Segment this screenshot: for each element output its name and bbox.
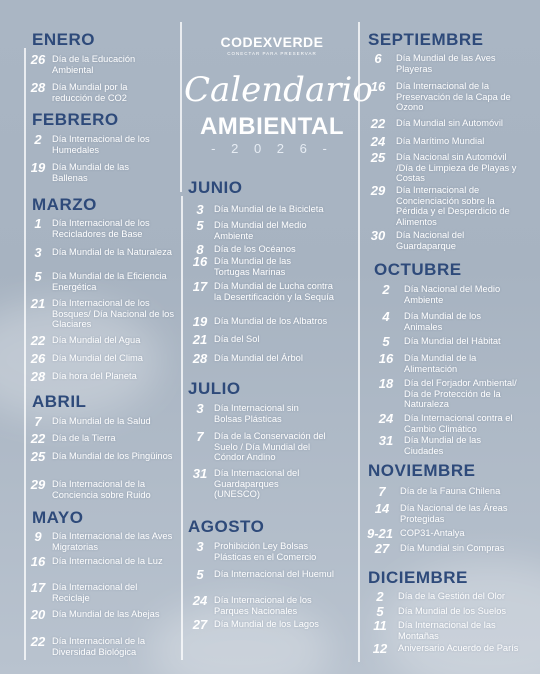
- event-day: 7: [196, 429, 204, 444]
- event-text: Día del Sol: [214, 334, 260, 344]
- event-text: Día Internacional de la Conciencia sobre Ruido: [52, 479, 151, 500]
- event-day: 25: [30, 449, 46, 464]
- month-noviembre: NOVIEMBRE: [368, 461, 476, 480]
- event-day: 22: [30, 333, 46, 348]
- event-day: 19: [30, 160, 46, 175]
- event-text: Día Mundial de las Tortugas Marinas: [214, 256, 291, 277]
- brand-name: CODEXVERDE: [220, 34, 324, 50]
- event-text: Día Internacional del Guardaparques (UNESCO): [214, 468, 300, 499]
- event-day: 16: [192, 254, 208, 269]
- event-day: 6: [374, 51, 382, 66]
- event-day: 5: [382, 334, 390, 349]
- event-text: Día Mundial de la Eficiencia Energética: [52, 271, 167, 292]
- event-text: Día de la Conservación del Suelo / Día Mundial del Cóndor Andino: [214, 431, 326, 462]
- event-text: Día Mundial de las Aves Playeras: [396, 53, 496, 74]
- event-day: 24: [370, 134, 386, 149]
- event-text: Aniversario Acuerdo de París: [398, 643, 519, 653]
- event-day: 16: [30, 554, 46, 569]
- event-day: 29: [30, 477, 46, 492]
- event-text: Día Mundial de los Animales: [404, 311, 481, 332]
- event-text: Día de la Gestión del Olor: [398, 591, 505, 601]
- event-text: Día hora del Planeta: [52, 371, 137, 381]
- event-day: 2: [34, 132, 42, 147]
- event-text: Día de la Tierra: [52, 433, 116, 443]
- event-day: 31: [192, 466, 208, 481]
- event-text: Día Internacional de las Montañas: [398, 620, 496, 641]
- event-text: Día de la Educación Ambiental: [52, 54, 136, 75]
- event-text: Día Mundial de los Albatros: [214, 316, 328, 326]
- month-febrero: FEBRERO: [32, 110, 119, 129]
- event-day: 8: [196, 242, 204, 257]
- event-text: Día Mundial del Clima: [52, 353, 143, 363]
- event-text: Día de los Océanos: [214, 244, 296, 254]
- event-text: Día Internacional del Huemul: [214, 569, 334, 579]
- event-day: 27: [192, 617, 208, 632]
- event-text: Día Mundial del Hábitat: [404, 336, 501, 346]
- event-day: 3: [196, 202, 204, 217]
- event-day: 26: [30, 351, 46, 366]
- event-day: 16: [370, 79, 386, 94]
- event-text: Día Mundial de las Ciudades: [404, 435, 481, 456]
- event-text: Día Mundial de la Salud: [52, 416, 151, 426]
- event-text: COP31-Antalya: [400, 528, 465, 538]
- event-day: 17: [30, 580, 46, 595]
- event-day: 20: [30, 607, 46, 622]
- event-text: Día Nacional del Guardaparque: [396, 230, 465, 251]
- event-text: Prohibición Ley Bolsas Plásticas en el Comercio: [214, 541, 317, 562]
- month-enero: ENERO: [32, 30, 95, 49]
- event-day: 29: [370, 183, 386, 198]
- event-day: 2: [382, 282, 390, 297]
- event-text: Día Internacional del Reciclaje: [52, 582, 138, 603]
- event-text: Día Nacional sin Automóvil /Día de Limpieza de Playas y Costas: [396, 152, 517, 183]
- event-day: 25: [370, 150, 386, 165]
- event-text: Día Mundial sin Compras: [400, 543, 505, 553]
- event-text: Día del Forjador Ambiental/ Día de Protección de la Naturaleza: [404, 378, 517, 409]
- event-text: Día Mundial de los Lagos: [214, 619, 319, 629]
- event-text: Día Internacional de los Parques Nacionales: [214, 595, 312, 616]
- event-day: 9-21: [366, 526, 394, 541]
- event-day: 5: [34, 269, 42, 284]
- event-day: 26: [30, 52, 46, 67]
- column-center: [184, 0, 373, 674]
- event-text: Día Mundial del Medio Ambiente: [214, 220, 307, 241]
- event-text: Día Nacional de las Áreas Protegidas: [400, 503, 508, 524]
- event-day: 28: [192, 351, 208, 366]
- event-day: 4: [382, 309, 390, 324]
- event-text: Día Internacional contra el Cambio Climático: [404, 413, 513, 434]
- event-day: 9: [34, 529, 42, 544]
- event-day: 24: [378, 411, 394, 426]
- column-left: [22, 0, 182, 674]
- event-text: Día Internacional de la Diversidad Biológica: [52, 636, 146, 657]
- event-day: 19: [192, 314, 208, 329]
- event-text: Día Mundial por la reducción de CO2: [52, 82, 128, 103]
- month-abril: ABRIL: [32, 392, 87, 411]
- column-right: [362, 0, 540, 674]
- event-text: Día Mundial sin Automóvil: [396, 118, 503, 128]
- event-text: Día Mundial del Árbol: [214, 353, 303, 363]
- page-title: AMBIENTAL: [199, 113, 345, 140]
- event-day: 24: [192, 593, 208, 608]
- month-mayo: MAYO: [32, 508, 84, 527]
- event-day: 3: [196, 539, 204, 554]
- event-day: 5: [196, 567, 204, 582]
- event-day: 27: [374, 541, 390, 556]
- event-text: Día Internacional de los Recicladores de Base: [52, 218, 150, 239]
- event-text: Día Internacional de los Bosques/ Día Nacional de los Glaciares: [52, 298, 174, 329]
- month-julio: JULIO: [188, 379, 241, 398]
- event-day: 11: [373, 618, 387, 633]
- event-text: Día Mundial de las Abejas: [52, 609, 160, 619]
- event-text: Día Mundial de las Ballenas: [52, 162, 129, 183]
- month-octubre: OCTUBRE: [374, 260, 462, 279]
- year-label: - 2 0 2 6 -: [211, 141, 333, 156]
- event-text: Día Nacional del Medio Ambiente: [404, 284, 501, 305]
- event-text: Día Mundial de los Suelos: [398, 606, 507, 616]
- event-day: 22: [30, 431, 46, 446]
- event-text: Día Mundial de los Pingüinos: [52, 451, 173, 461]
- event-text: Día Mundial de la Bicicleta: [214, 204, 324, 214]
- month-septiembre: SEPTIEMBRE: [368, 30, 484, 49]
- event-day: 7: [34, 414, 42, 429]
- event-text: Día Internacional de Concienciación sobre la Pérdida y el Desperdicio de Alimentos: [396, 185, 510, 227]
- event-day: 31: [378, 433, 394, 448]
- event-text: Día Internacional de los Humedales: [52, 134, 150, 155]
- event-day: 30: [370, 228, 386, 243]
- event-day: 16: [378, 351, 394, 366]
- event-text: Día Mundial de Lucha contra la Desertificación y la Sequía: [214, 281, 334, 302]
- event-text: Día Mundial del Agua: [52, 335, 141, 345]
- event-day: 17: [192, 279, 208, 294]
- event-day: 18: [378, 376, 394, 391]
- event-day: 5: [376, 604, 384, 619]
- event-day: 21: [30, 296, 46, 311]
- event-day: 5: [196, 218, 204, 233]
- event-day: 7: [378, 484, 386, 499]
- month-diciembre: DICIEMBRE: [368, 568, 468, 587]
- event-text: Día Internacional sin Bolsas Plásticas: [214, 403, 299, 424]
- month-agosto: AGOSTO: [188, 517, 265, 536]
- brand-tagline: CONECTAR PARA PRESERVAR: [227, 51, 317, 56]
- event-day: 21: [192, 332, 208, 347]
- brand-logo: [184, 34, 360, 56]
- event-text: Día Marítimo Mundial: [396, 136, 485, 146]
- event-text: Día Mundial de la Naturaleza: [52, 247, 172, 257]
- month-junio: JUNIO: [188, 178, 243, 197]
- event-day: 22: [370, 116, 386, 131]
- event-day: 3: [34, 245, 42, 260]
- event-text: Día de la Fauna Chilena: [400, 486, 501, 496]
- event-text: Día Mundial de la Alimentación: [404, 353, 477, 374]
- event-day: 12: [372, 641, 388, 656]
- event-day: 14: [374, 501, 390, 516]
- event-day: 28: [30, 80, 46, 95]
- event-day: 1: [34, 216, 42, 231]
- event-day: 2: [376, 589, 384, 604]
- event-text: Día Internacional de las Aves Migratorias: [52, 531, 173, 552]
- event-text: Día Internacional de la Luz: [52, 556, 163, 566]
- event-day: 22: [30, 634, 46, 649]
- event-text: Día Internacional de la Preservación de la Capa de Ozono: [396, 81, 511, 112]
- month-marzo: MARZO: [32, 195, 97, 214]
- event-day: 28: [30, 369, 46, 384]
- event-day: 3: [196, 401, 204, 416]
- script-title: Calendario: [184, 70, 373, 110]
